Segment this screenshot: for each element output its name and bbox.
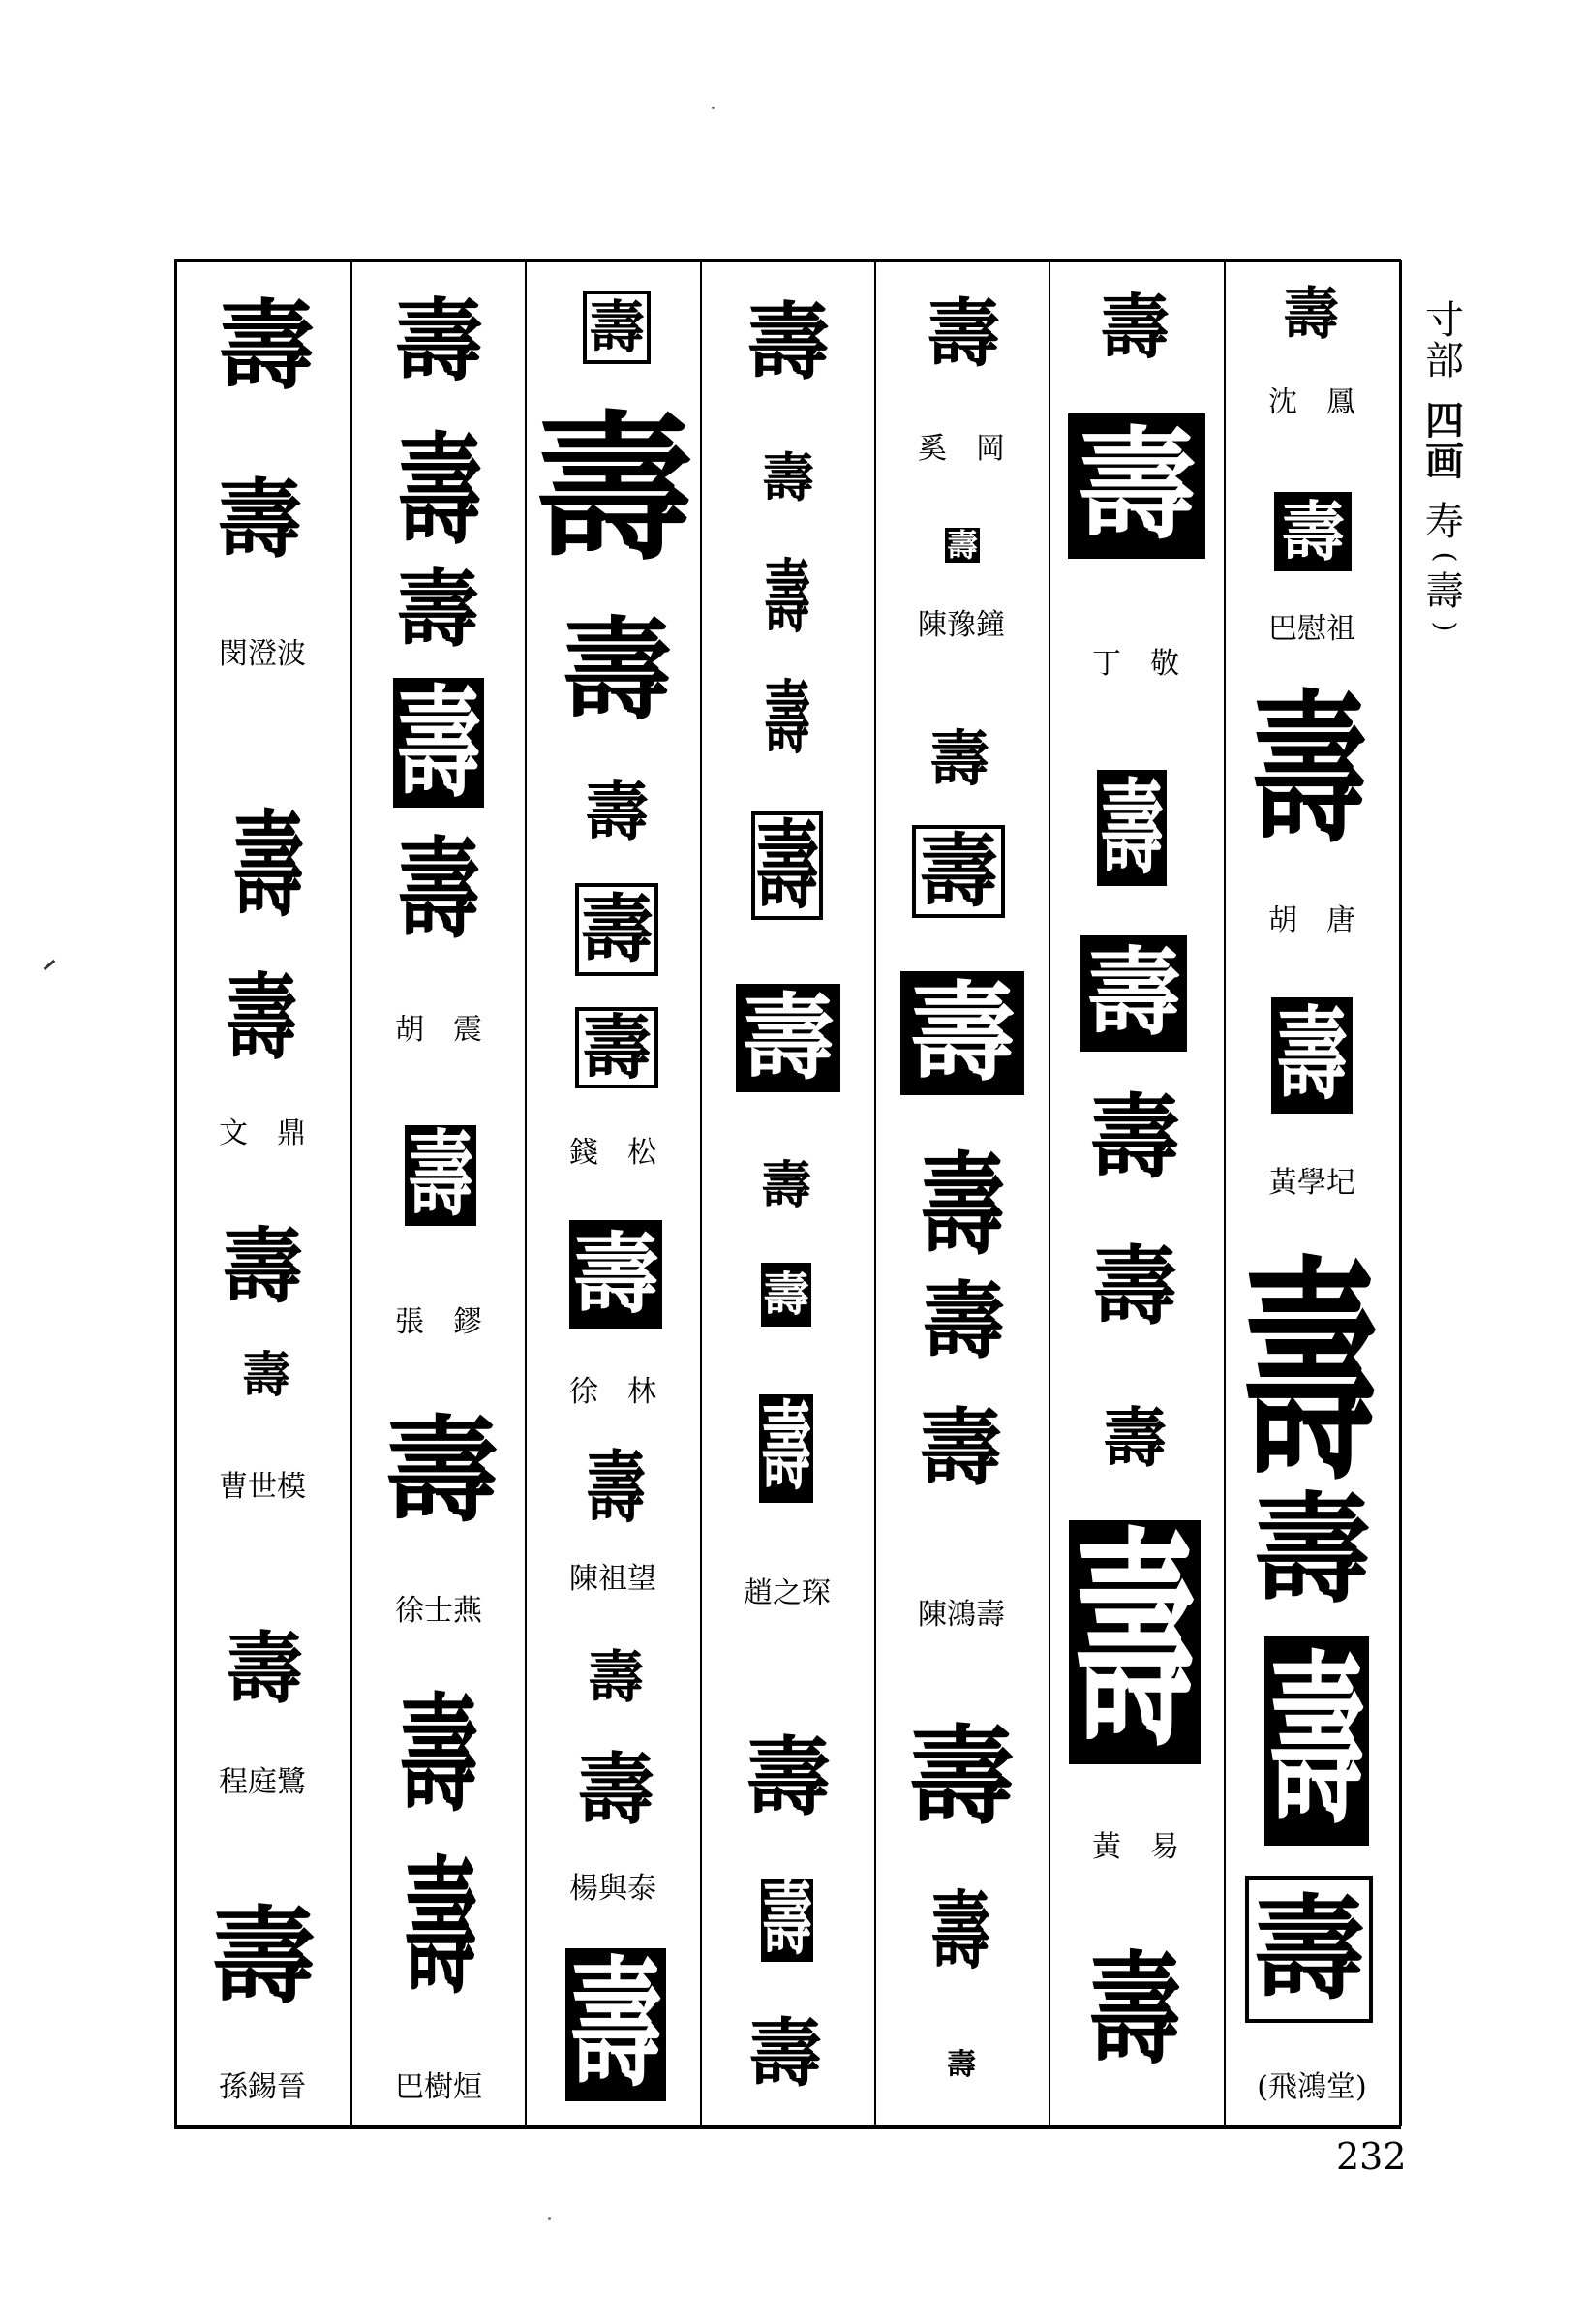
seal-impression: 壽 [930,1881,991,1981]
page-number: 232 [1336,2135,1407,2178]
seal-impression: 壽 [404,1842,477,2014]
column-divider [525,260,527,2126]
seal-impression: 壽 [221,1218,303,1314]
seal-impression: 壽 [575,1007,658,1088]
seal-impression: 壽 [1271,997,1353,1114]
table-bottom-rule [174,2125,1401,2129]
seal-impression: 壽 [218,289,315,403]
seal-impression: 壽 [762,446,814,508]
artist-label: 巴樹烜 [395,2070,482,2104]
bracket-open: ( [1429,551,1461,563]
seal-impression: 壽 [1069,1520,1201,1764]
seal-impression: 壽 [928,723,989,794]
seal-impression: 壽 [1274,492,1352,571]
artist-label: 胡 唐 [1268,903,1355,937]
seal-impression: 壽 [751,811,823,920]
scan-speck [712,107,715,109]
radical-char-2: 部 [1425,339,1464,383]
seal-impression: 壽 [232,800,304,933]
column-divider [874,260,876,2126]
artist-label: 陳豫鐘 [918,608,1005,642]
seal-impression: 壽 [396,419,482,561]
seal-impression: 壽 [1103,1400,1167,1476]
seal-impression: 壽 [583,290,651,364]
seal-impression: 壽 [533,395,693,582]
seal-impression: 壽 [761,1156,812,1215]
seal-impression: 壽 [900,971,1024,1095]
seal-impression: 壽 [398,1681,478,1830]
radical-char-1: 寸 [1425,298,1464,343]
artist-label: 陳祖望 [569,1562,656,1596]
seal-impression: 壽 [405,1125,476,1226]
artist-label: 趙之琛 [744,1576,831,1610]
seal-impression: 壽 [226,1623,303,1714]
seal-impression: 壽 [1282,281,1339,347]
seal-impression: 壽 [383,1403,499,1538]
seal-impression: 壽 [565,1948,666,2101]
seal-impression: 壽 [947,2048,976,2082]
seal-impression: 壽 [1080,935,1187,1052]
seal-impression: 壽 [746,293,830,391]
scan-mark [44,960,56,970]
seal-impression: 壽 [569,1220,662,1329]
seal-impression: 壽 [575,883,658,976]
scan-speck [548,2217,551,2220]
artist-label: 徐士燕 [395,1594,482,1628]
seal-impression: 壽 [396,561,479,658]
column-divider [174,260,177,2126]
seal-impression: 壽 [1241,1236,1378,1514]
seal-impression: 壽 [927,290,1000,377]
artist-label: 巴慰祖 [1268,612,1355,646]
seal-impression: 壽 [561,605,672,735]
seal-impression: 壽 [393,289,483,393]
entry-char-simplified: 寿 [1425,500,1464,544]
seal-impression: 壽 [216,469,302,569]
seal-impression: 壽 [946,527,978,564]
artist-label: 沈 鳳 [1268,385,1355,419]
artist-label: 文 鼎 [219,1116,306,1150]
bracket-close: ) [1429,621,1461,632]
column-divider [700,260,702,2126]
seal-impression: 壽 [1097,770,1167,886]
seal-impression: 壽 [1245,1876,1373,2023]
seal-impression: 壽 [1264,1636,1369,1846]
seal-impression: 壽 [1253,1480,1371,1619]
seal-impression: 壽 [397,826,480,954]
seal-impression: 壽 [1088,1938,1181,2081]
seal-impression: 壽 [912,825,1005,918]
artist-label: 黃學圮 [1268,1166,1355,1200]
column-divider [1049,260,1050,2126]
seal-impression: 壽 [920,1139,1006,1270]
artist-label: 奚 岡 [918,432,1005,466]
seal-impression: 壽 [764,673,811,766]
artist-label: (飛鴻堂) [1257,2070,1367,2104]
section-header [1415,300,1474,641]
seal-impression: 壽 [577,1744,654,1835]
artist-label: 曹世模 [219,1470,306,1504]
seal-impression: 壽 [1068,413,1205,559]
entry-char-traditional: 壽 [1425,569,1464,614]
seal-impression: 壽 [761,1263,811,1327]
seal-impression: 壽 [736,984,840,1092]
artist-label: 徐 林 [569,1375,656,1409]
artist-label: 孫錫晉 [219,2070,306,2104]
seal-impression: 壽 [908,1714,1015,1839]
seal-impression: 壽 [1251,674,1367,866]
seal-impression: 壽 [761,1872,812,1967]
column-divider [1399,260,1402,2126]
artist-label: 胡 震 [395,1013,482,1047]
seal-impression: 壽 [242,1346,290,1403]
seal-impression: 壽 [1099,286,1170,368]
seal-impression: 壽 [764,552,811,645]
seal-impression: 壽 [760,1391,811,1504]
seal-impression: 壽 [393,678,484,808]
seal-impression: 壽 [748,2010,822,2096]
artist-label: 黃 易 [1092,1830,1179,1864]
seal-impression: 壽 [919,1399,1002,1497]
stroke-count-char-1: 四 [1425,399,1464,443]
seal-impression: 壽 [585,1441,646,1534]
seal-impression: 壽 [226,964,297,1073]
artist-label: 程庭鷺 [219,1765,306,1799]
seal-impression: 壽 [1088,1085,1180,1191]
artist-label: 陳鴻壽 [918,1598,1005,1632]
seal-impression: 壽 [587,1644,644,1710]
artist-label: 張 鏐 [395,1305,482,1339]
seal-impression: 壽 [1092,1235,1178,1336]
seal-impression: 壽 [922,1272,1005,1370]
seal-impression: 壽 [745,1727,831,1827]
table-top-rule [174,259,1401,262]
artist-label: 楊與泰 [569,1872,656,1906]
artist-label: 錢 松 [569,1136,656,1170]
seal-impression: 壽 [210,1896,316,2018]
artist-label: 閔澄波 [219,637,306,671]
seal-impression: 壽 [585,774,649,849]
artist-label: 丁 敬 [1092,647,1179,681]
column-divider [1224,260,1226,2126]
stroke-count-char-2: 画 [1425,440,1464,484]
column-divider [350,260,352,2126]
